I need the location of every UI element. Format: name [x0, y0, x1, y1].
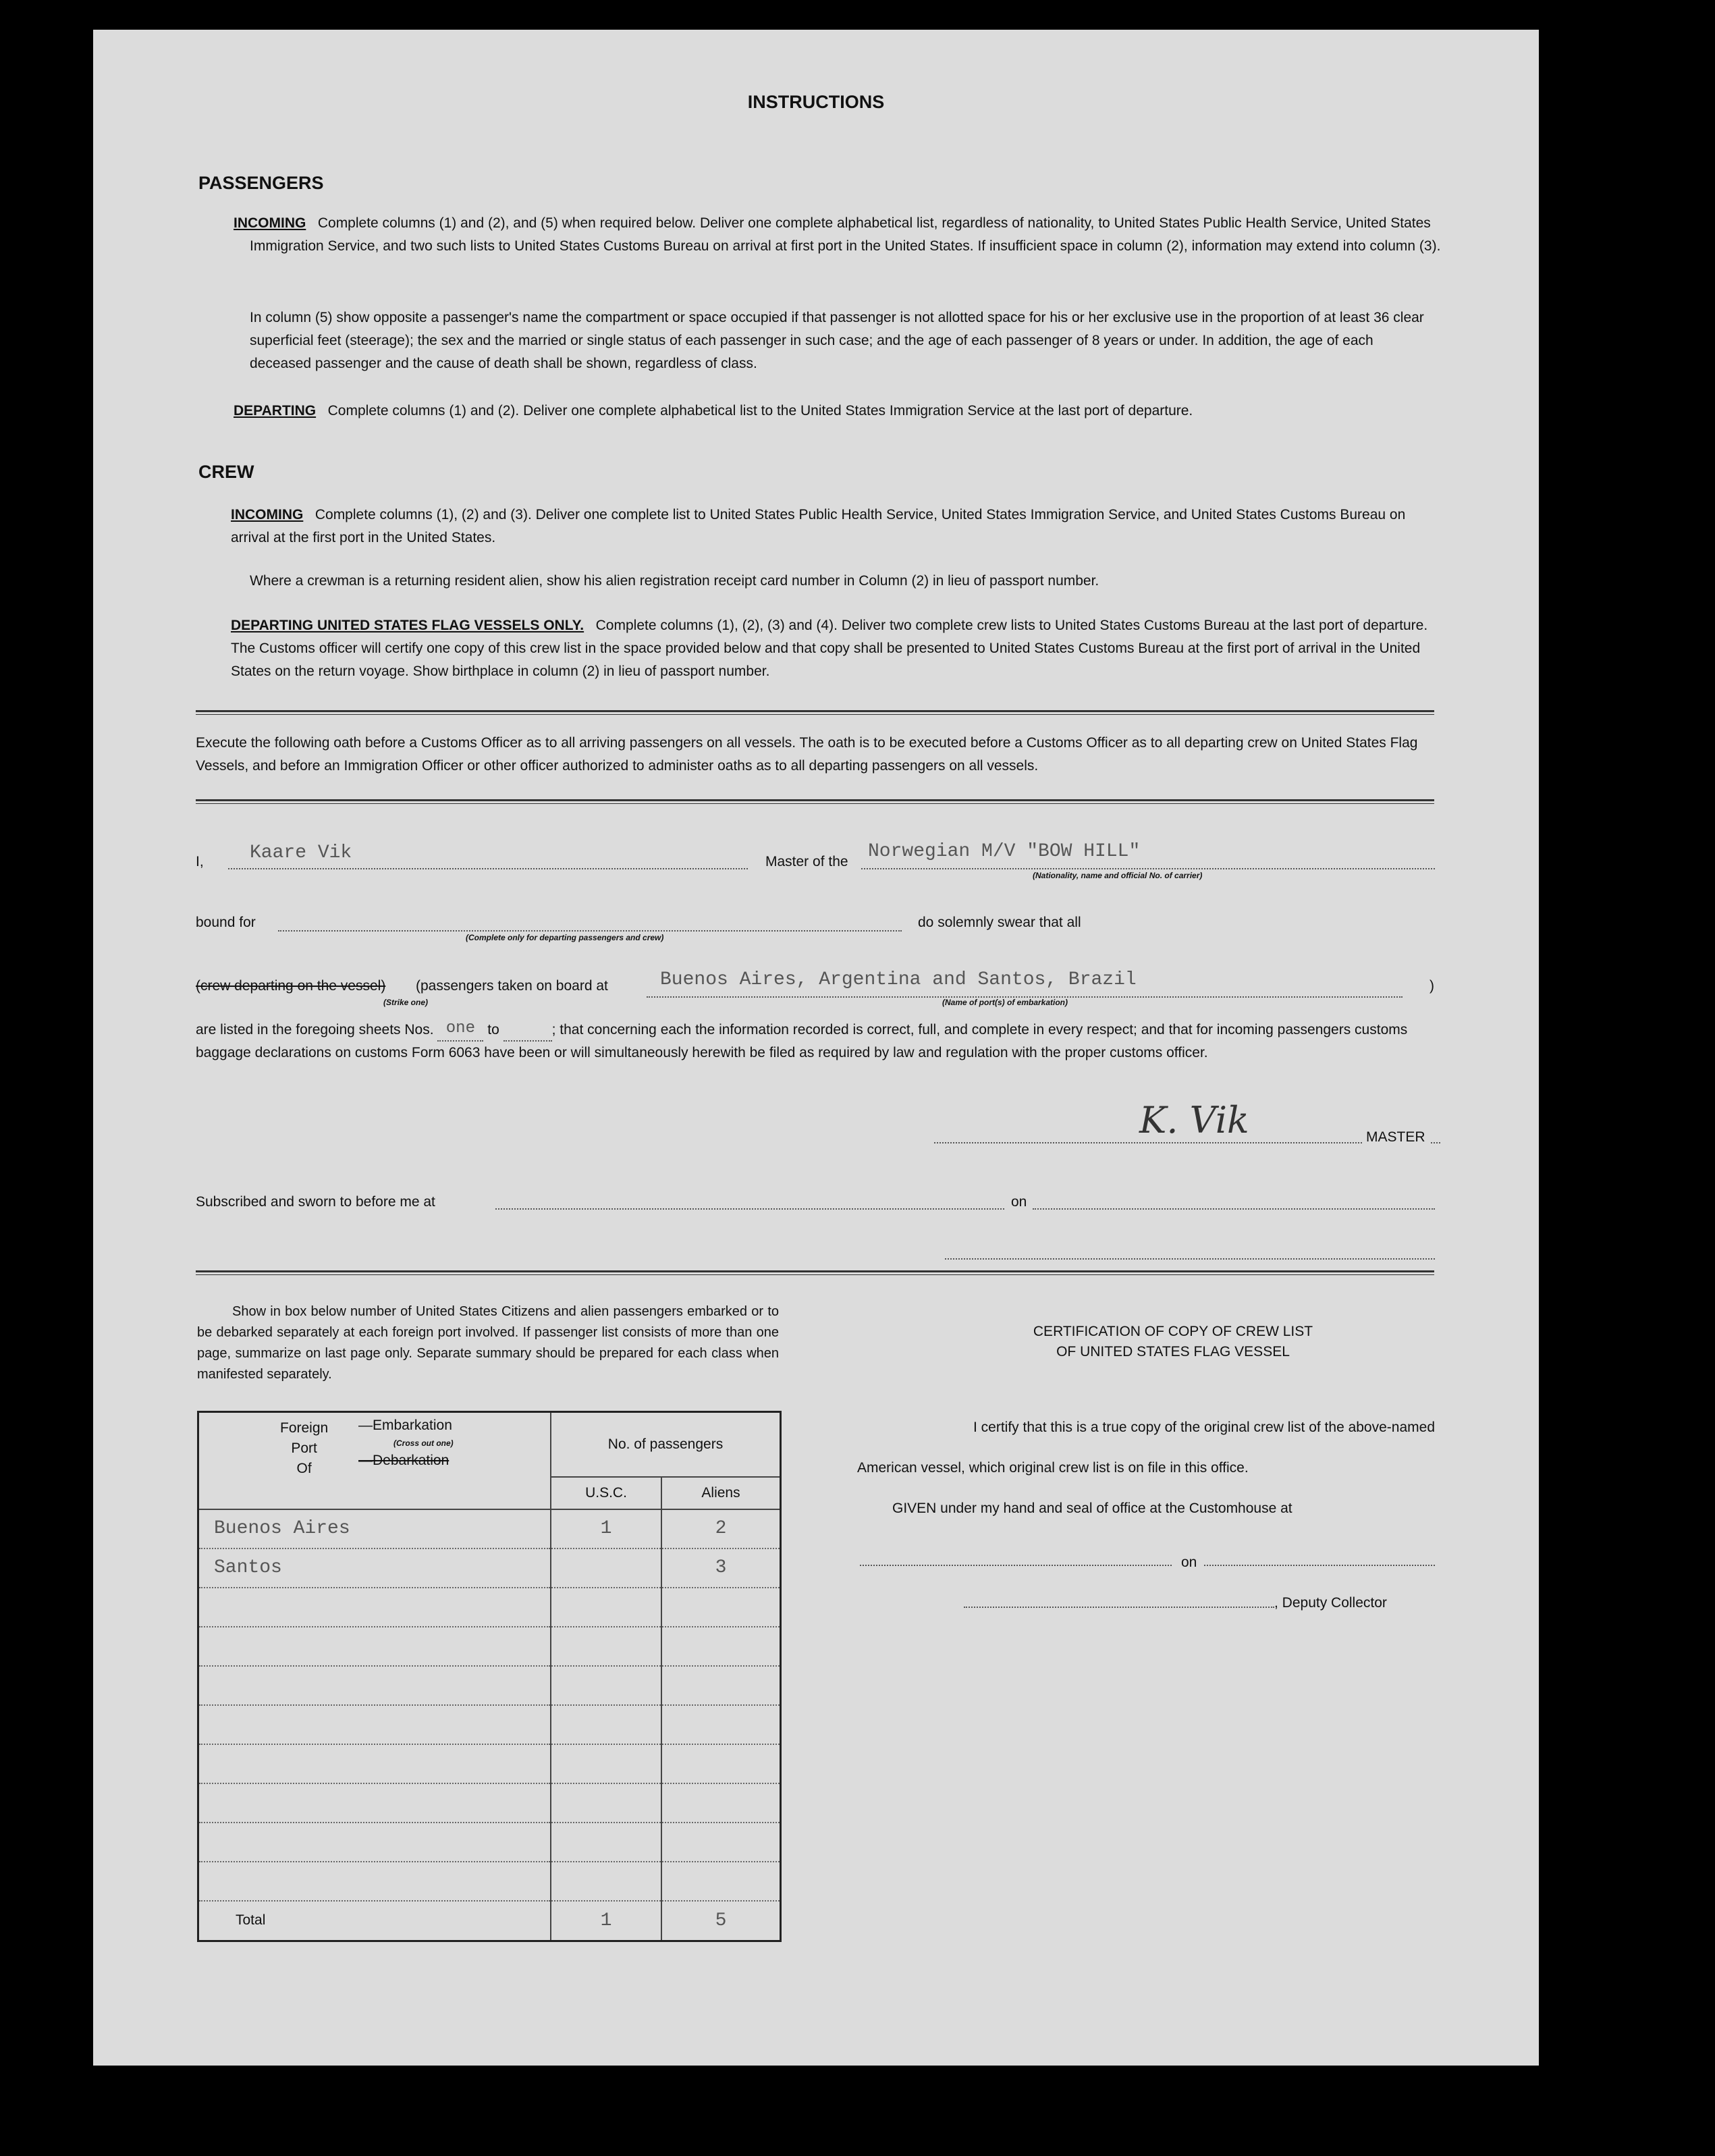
ports-field[interactable] — [647, 967, 1403, 998]
certify-line1: I certify that this is a true copy of the original crew list of the above-named — [973, 1420, 1435, 1435]
subscribed-label: Subscribed and sworn to before me at — [196, 1194, 435, 1210]
passengers-departing-text: Complete columns (1) and (2). Deliver one complete alphabetical list to the United States Immigration Service at the last port of departure. — [327, 403, 1193, 419]
summary-instructions: Show in box below number of United States Citizens and alien passengers embarked or to be debarked separately at each foreign port involved. If passenger list consists of more than one page, summarize on last page only. Separate summary should be prepared for each class when manifested separately. — [197, 1304, 779, 1382]
certify-text: ; that concerning each the information recorded is correct, full, and complete in every respect; and that for incoming passengers customs baggage declarations on customs Form 6063 have been or will simultaneously herewith be filed as required by law and regulation with the proper customs officer. — [196, 1022, 1408, 1060]
row-usc[interactable] — [551, 1666, 661, 1705]
master-name-value: Kaare Vik — [250, 842, 352, 863]
row-aliens[interactable] — [661, 1783, 781, 1823]
passenger-summary-table — [197, 1411, 782, 1942]
row-usc[interactable] — [551, 1627, 661, 1666]
passengers-incoming-paragraph — [234, 212, 1451, 258]
row-aliens[interactable] — [661, 1705, 781, 1744]
port-label: Port — [291, 1440, 317, 1456]
divider — [196, 1270, 1434, 1275]
crew-resident-paragraph: Where a crewman is a returning resident alien, show his alien registration receipt card number in Column (2) in lieu of passport number. — [250, 573, 1099, 589]
row-port[interactable]: Santos — [198, 1548, 551, 1588]
certification-title-line1: CERTIFICATION OF COPY OF CREW LIST — [1033, 1324, 1313, 1339]
passengers-heading: PASSENGERS — [198, 173, 324, 193]
aliens-header: Aliens — [661, 1477, 781, 1509]
oath-instructions: Execute the following oath before a Customs Officer as to all arriving passengers on all vessels. The oath is to be executed before a Customs Officer as to all departing crew on United States Flag Vessels, and before an Immigration Officer or other officer authorized to administer oaths as to all departing passengers on all vessels. — [196, 735, 1418, 774]
row-port[interactable] — [198, 1666, 551, 1705]
row-usc[interactable] — [551, 1783, 661, 1823]
row-port[interactable]: Buenos Aires — [198, 1509, 551, 1548]
passengers-incoming-label: INCOMING — [234, 215, 306, 231]
summary-row — [198, 1588, 781, 1627]
row-usc[interactable] — [551, 1823, 661, 1862]
crew-incoming-paragraph — [231, 504, 1435, 549]
row-port[interactable] — [198, 1588, 551, 1627]
oath-i-label: I, — [196, 854, 204, 869]
of-label: Of — [296, 1461, 312, 1476]
divider — [196, 799, 1434, 804]
master-signature: K. Vik — [1139, 1099, 1249, 1141]
close-paren: ) — [1430, 978, 1434, 994]
row-aliens[interactable]: 3 — [661, 1548, 781, 1588]
summary-row — [198, 1509, 781, 1548]
vessel-field[interactable] — [861, 837, 1435, 869]
cross-out-label: (Cross out one) — [393, 1438, 454, 1448]
instructions-title: INSTRUCTIONS — [747, 92, 885, 112]
crew-heading: CREW — [198, 462, 254, 482]
row-aliens[interactable] — [661, 1666, 781, 1705]
certification-title-line2: OF UNITED STATES FLAG VESSEL — [1056, 1344, 1290, 1359]
passengers-taken-label: (passengers taken on board at — [416, 978, 608, 994]
passengers-column5-paragraph: In column (5) show opposite a passenger's name the compartment or space occupied if that passenger is not allotted space for his or her exclusive use in the proportion of at least 36 clear superficial feet (steerage); the sex and the married or single status of each passenger in such case; and the age of each passenger of 8 years or under. In addition, the age of each deceased passenger and the cause of death shall be shown, regardless of class. — [250, 310, 1424, 371]
given-text: GIVEN under my hand and seal of office at the Customhouse at — [892, 1501, 1292, 1516]
row-usc[interactable]: 1 — [551, 1509, 661, 1548]
foreign-label: Foreign — [280, 1420, 329, 1436]
certify-line2: American vessel, which original crew list is on file in this office. — [857, 1460, 1249, 1476]
row-port[interactable] — [198, 1862, 551, 1901]
passengers-departing-label: DEPARTING — [234, 403, 317, 419]
subscribed-place-field[interactable] — [495, 1185, 1004, 1210]
certification-on-label: on — [1181, 1555, 1197, 1570]
row-usc[interactable] — [551, 1744, 661, 1783]
master-label: MASTER — [1362, 1126, 1430, 1149]
crew-departing-label: DEPARTING UNITED STATES FLAG VESSELS ONLY. — [231, 618, 584, 633]
summary-row — [198, 1548, 781, 1588]
vessel-value: Norwegian M/V "BOW HILL" — [868, 841, 1141, 862]
crew-incoming-label: INCOMING — [231, 507, 304, 522]
usc-header: U.S.C. — [551, 1477, 661, 1509]
deputy-collector-field[interactable] — [964, 1586, 1274, 1608]
passengers-departing-paragraph — [234, 400, 1435, 423]
bound-for-field[interactable] — [278, 902, 902, 932]
row-aliens[interactable] — [661, 1823, 781, 1862]
crew-departing-text: Complete columns (1), (2), (3) and (4). Deliver two complete crew lists to United States Customs Bureau at the last port of departure. The Customs officer will certify one copy of this crew list in the space provided below and that copy shall be presented to United States Customs Bureau at the first port of arrival in the United States on the return voyage. Show birthplace in column (2) in lieu of passport number. — [231, 618, 1428, 679]
to-label: to — [487, 1022, 499, 1037]
summary-row — [198, 1744, 781, 1783]
row-aliens[interactable] — [661, 1627, 781, 1666]
master-of-label: Master of the — [765, 854, 848, 869]
listed-paragraph — [196, 1017, 1434, 1064]
vessel-caption: (Nationality, name and official No. of carrier) — [1033, 871, 1203, 880]
deputy-collector-label: , Deputy Collector — [1274, 1595, 1387, 1611]
certification-title — [890, 1322, 1457, 1362]
summary-row — [198, 1627, 781, 1666]
embarkation-label: —Embarkation — [358, 1418, 452, 1433]
row-port[interactable] — [198, 1744, 551, 1783]
ports-caption: (Name of port(s) of embarkation) — [942, 998, 1068, 1007]
ports-value: Buenos Aires, Argentina and Santos, Brazil — [660, 969, 1137, 990]
row-port[interactable] — [198, 1783, 551, 1823]
row-port[interactable] — [198, 1823, 551, 1862]
no-passengers-header: No. of passengers — [551, 1412, 781, 1477]
subscribed-on-label: on — [1011, 1194, 1027, 1210]
port-header-cell — [198, 1412, 551, 1509]
row-usc[interactable] — [551, 1548, 661, 1588]
summary-row — [198, 1666, 781, 1705]
summary-row — [198, 1862, 781, 1901]
swear-label: do solemnly swear that all — [918, 915, 1081, 930]
bound-for-caption: (Complete only for departing passengers and crew) — [466, 933, 664, 942]
total-label: Total — [236, 1912, 266, 1929]
summary-row — [198, 1823, 781, 1862]
divider — [196, 710, 1434, 715]
row-port[interactable] — [198, 1627, 551, 1666]
subscribed-date-field[interactable] — [1033, 1185, 1435, 1210]
row-usc[interactable] — [551, 1705, 661, 1744]
crew-departing-paragraph — [231, 614, 1435, 683]
crew-incoming-text: Complete columns (1), (2) and (3). Deliver one complete list to United States Public Health Service, United States Immigration Service, and United States Customs Bureau on arrival at the first port in the United States. — [231, 507, 1406, 545]
sheet-from-field[interactable] — [437, 1017, 483, 1042]
bound-for-label: bound for — [196, 915, 256, 930]
crew-departing-option: (crew departing on the vessel) — [196, 978, 386, 994]
officer-signature-field[interactable] — [945, 1235, 1435, 1260]
total-usc: 1 — [551, 1901, 661, 1941]
row-aliens[interactable]: 2 — [661, 1509, 781, 1548]
master-name-field[interactable] — [228, 837, 748, 869]
row-aliens[interactable] — [661, 1588, 781, 1627]
row-port[interactable] — [198, 1705, 551, 1744]
row-usc[interactable] — [551, 1862, 661, 1901]
strike-caption: (Strike one) — [383, 998, 429, 1007]
row-aliens[interactable] — [661, 1744, 781, 1783]
summary-rows — [198, 1509, 781, 1901]
summary-row — [198, 1783, 781, 1823]
summary-row — [198, 1705, 781, 1744]
customhouse-field[interactable] — [860, 1544, 1172, 1566]
sheet-from-value: one — [445, 1019, 475, 1037]
sheet-to-field[interactable] — [503, 1024, 552, 1042]
certification-date-field[interactable] — [1204, 1544, 1435, 1566]
total-aliens: 5 — [661, 1901, 781, 1941]
row-usc[interactable] — [551, 1588, 661, 1627]
passengers-incoming-text: Complete columns (1) and (2), and (5) when required below. Deliver one complete alphabetical list, regardless of nationality, to United States Public Health Service, United States Immigration Service, and two such lists to United States Customs Bureau on arrival at first port in the United States. If insufficient space in column (2), information may extend into column (3). — [250, 215, 1441, 254]
row-aliens[interactable] — [661, 1862, 781, 1901]
form-page — [93, 30, 1539, 2066]
listed-label: are listed in the foregoing sheets Nos. — [196, 1022, 434, 1037]
debarkation-label: —Debarkation — [358, 1453, 450, 1468]
